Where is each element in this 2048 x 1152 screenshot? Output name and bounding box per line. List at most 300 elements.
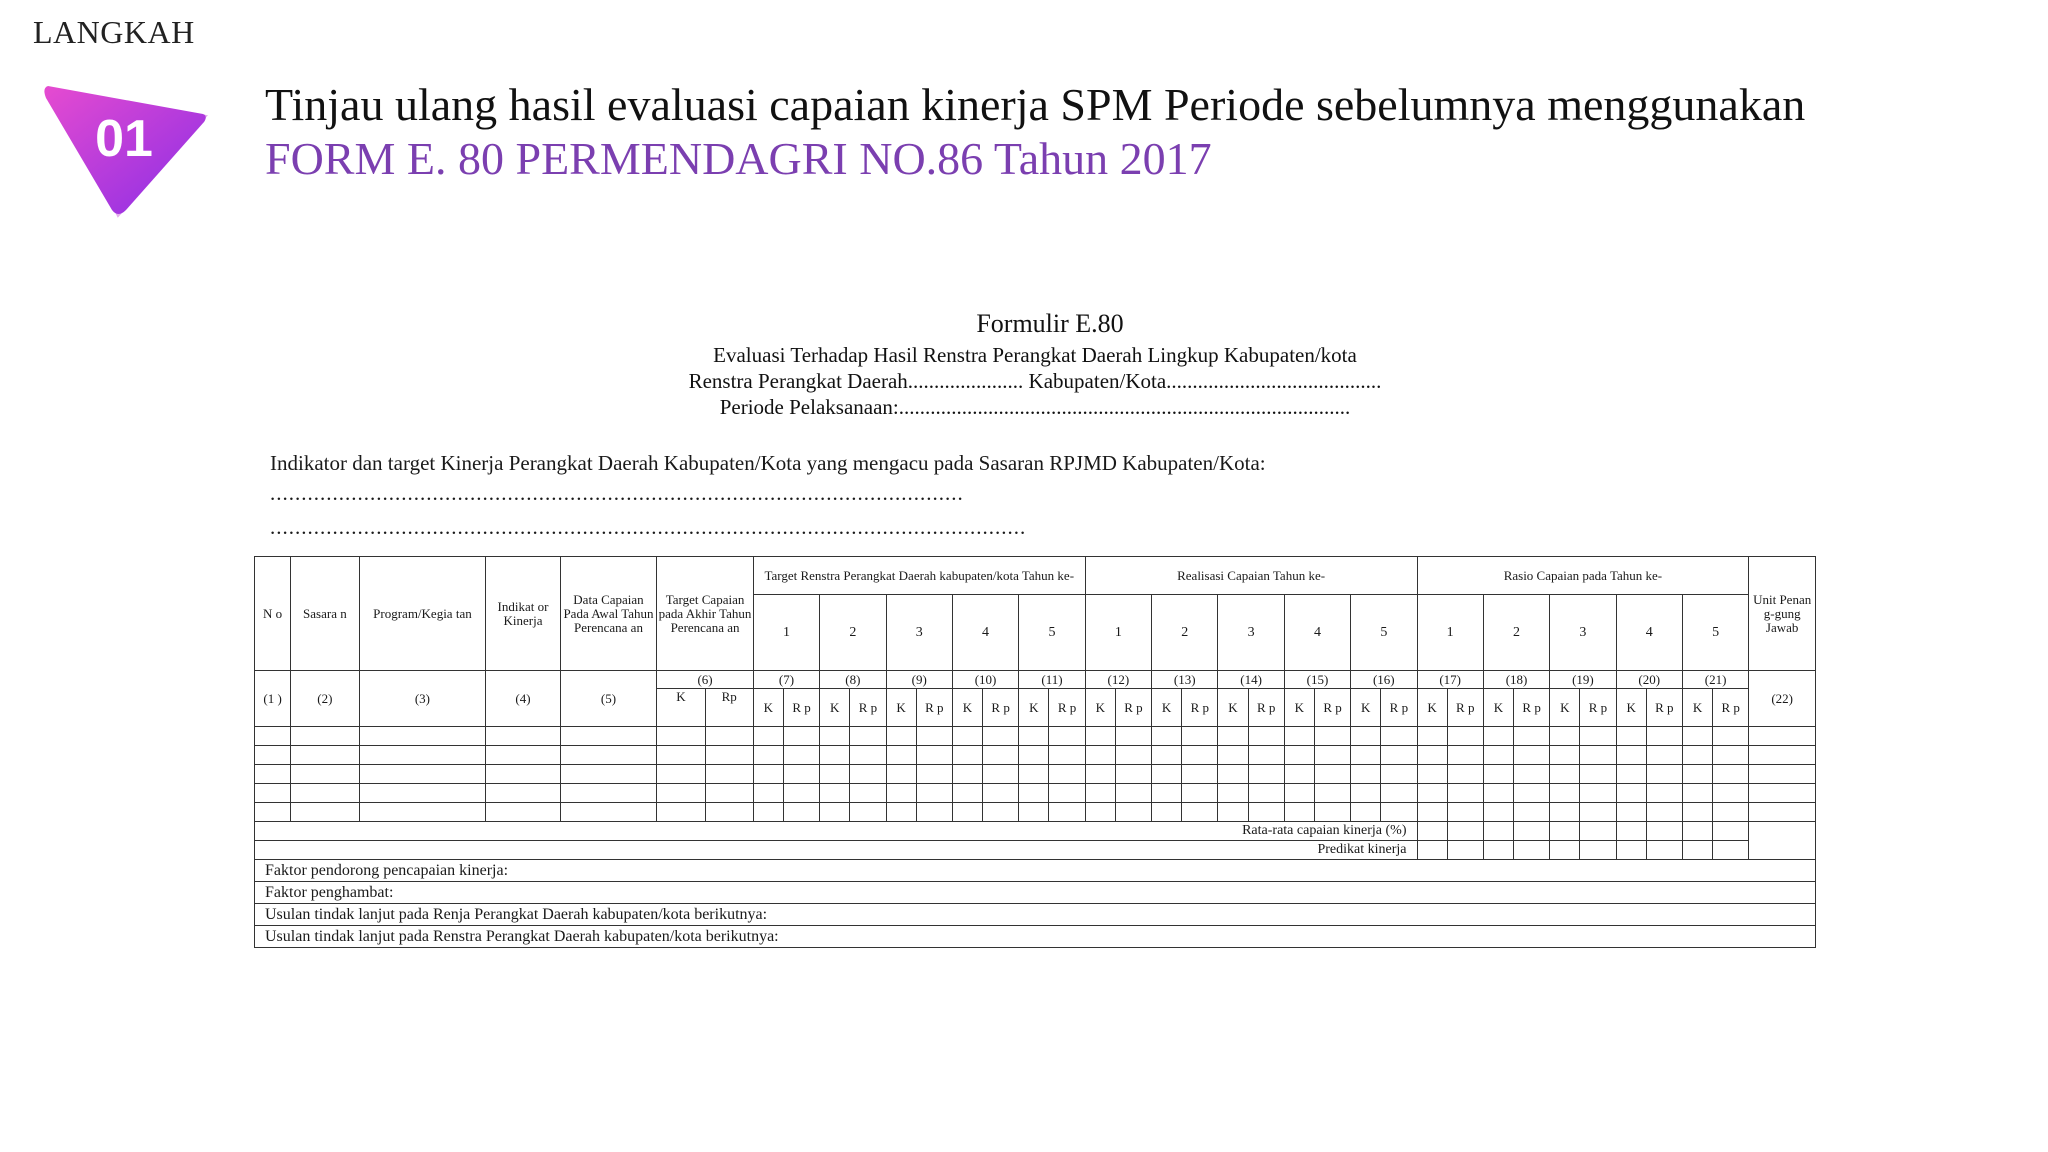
- table-cell: [291, 765, 359, 784]
- table-cell: [1646, 727, 1682, 746]
- year-header: 3: [1550, 595, 1616, 671]
- table-cell: [952, 727, 982, 746]
- table-cell: [1616, 765, 1646, 784]
- table-cell: [1152, 746, 1182, 765]
- table-cell: [291, 746, 359, 765]
- rp-label: R p: [1049, 689, 1085, 727]
- k-label: K: [657, 689, 705, 727]
- empty-cell: [1682, 822, 1712, 841]
- table-cell: [1381, 765, 1417, 784]
- table-cell: [1417, 784, 1447, 803]
- col-num: (3): [359, 671, 486, 727]
- table-cell: [359, 803, 486, 822]
- dotted-line-1: ...............................................................................................................: [270, 481, 964, 505]
- col-num: (20): [1616, 671, 1682, 689]
- col-num: (9): [886, 671, 952, 689]
- table-cell: [1749, 746, 1816, 765]
- table-cell: [753, 727, 783, 746]
- step-badge-icon: [38, 54, 228, 224]
- table-cell: [1314, 727, 1350, 746]
- table-cell: [1713, 765, 1749, 784]
- rata-rata-label: Rata-rata capaian kinerja (%): [255, 822, 1418, 841]
- table-cell: [1351, 784, 1381, 803]
- table-cell: [657, 803, 705, 822]
- form-renstra-line: Renstra Perangkat Daerah...................... Kabupaten/Kota.........................................: [688, 369, 1382, 393]
- table-cell: [1019, 784, 1049, 803]
- empty-cell: [1483, 822, 1513, 841]
- table-cell: [983, 803, 1019, 822]
- empty-cell: [1749, 822, 1816, 860]
- table-cell: [1447, 784, 1483, 803]
- table-cell: [1085, 727, 1115, 746]
- table-cell: [657, 765, 705, 784]
- rp-label: R p: [850, 689, 886, 727]
- rp-label: R p: [1447, 689, 1483, 727]
- table-cell: [1682, 803, 1712, 822]
- table-cell: [1314, 746, 1350, 765]
- col-num: (8): [820, 671, 886, 689]
- table-cell: [820, 803, 850, 822]
- table-cell: [1417, 727, 1447, 746]
- table-cell: [255, 765, 291, 784]
- table-cell: [1550, 784, 1580, 803]
- table-cell: [783, 746, 819, 765]
- table-cell: [560, 765, 657, 784]
- form-e80: [254, 306, 1816, 948]
- table-cell: [1646, 803, 1682, 822]
- table-cell: [1019, 803, 1049, 822]
- step-number: 01: [95, 110, 153, 168]
- col-num: (19): [1550, 671, 1616, 689]
- indikator-text: Indikator dan target Kinerja Perangkat Daerah Kabupaten/Kota yang mengacu pada Sasaran RPJMD Kabupaten/Kota:: [270, 451, 1266, 475]
- table-cell: [486, 784, 560, 803]
- form-title: Formulir E.80: [976, 309, 1124, 338]
- table-cell: [359, 746, 486, 765]
- table-cell: [1682, 784, 1712, 803]
- table-cell: [1049, 765, 1085, 784]
- table-row: [255, 803, 1816, 822]
- empty-cell: [1417, 841, 1447, 860]
- predikat-label: Predikat kinerja: [255, 841, 1418, 860]
- empty-cell: [1616, 822, 1646, 841]
- empty-cell: [1447, 822, 1483, 841]
- table-cell: [1381, 803, 1417, 822]
- table-cell: [1682, 746, 1712, 765]
- table-cell: [1447, 765, 1483, 784]
- table-cell: [1284, 784, 1314, 803]
- table-cell: [1514, 784, 1550, 803]
- table-cell: [486, 765, 560, 784]
- table-cell: [657, 727, 705, 746]
- table-cell: [1550, 765, 1580, 784]
- table-cell: [1713, 803, 1749, 822]
- table-row: [255, 746, 1816, 765]
- table-cell: [886, 803, 916, 822]
- k-label: K: [1351, 689, 1381, 727]
- table-cell: [850, 746, 886, 765]
- year-header: 4: [952, 595, 1018, 671]
- table-cell: [560, 727, 657, 746]
- table-cell: [1351, 746, 1381, 765]
- empty-cell: [1646, 841, 1682, 860]
- col-num: (5): [560, 671, 657, 727]
- table-cell: [1248, 727, 1284, 746]
- table-cell: [1248, 803, 1284, 822]
- table-cell: [1218, 765, 1248, 784]
- k-label: K: [1019, 689, 1049, 727]
- table-cell: [1085, 803, 1115, 822]
- col-num: (13): [1152, 671, 1218, 689]
- empty-cell: [1682, 841, 1712, 860]
- table-cell: [1284, 746, 1314, 765]
- table-cell: [1447, 803, 1483, 822]
- table-cell: [1616, 727, 1646, 746]
- table-cell: [705, 803, 753, 822]
- form-header: [254, 306, 1816, 420]
- form-subtitle: Evaluasi Terhadap Hasil Renstra Perangkat Daerah Lingkup Kabupaten/kota: [713, 343, 1357, 367]
- table-cell: [657, 784, 705, 803]
- table-cell: [1616, 803, 1646, 822]
- header-indikator: Indikat or Kinerja: [486, 557, 560, 671]
- table-cell: [783, 727, 819, 746]
- table-cell: [291, 784, 359, 803]
- year-header: 3: [886, 595, 952, 671]
- year-header: 4: [1616, 595, 1682, 671]
- table-cell: [255, 784, 291, 803]
- col-num: (11): [1019, 671, 1085, 689]
- empty-cell: [1550, 841, 1580, 860]
- table-cell: [1218, 727, 1248, 746]
- table-cell: [1049, 746, 1085, 765]
- table-cell: [1182, 803, 1218, 822]
- table-cell: [1580, 765, 1616, 784]
- table-cell: [753, 765, 783, 784]
- empty-cell: [1580, 841, 1616, 860]
- table-cell: [983, 746, 1019, 765]
- table-cell: [1049, 727, 1085, 746]
- table-cell: [850, 784, 886, 803]
- table-cell: [983, 784, 1019, 803]
- table-cell: [1182, 727, 1218, 746]
- table-cell: [916, 765, 952, 784]
- k-label: K: [1284, 689, 1314, 727]
- table-cell: [1550, 727, 1580, 746]
- k-label: K: [1483, 689, 1513, 727]
- year-header: 2: [820, 595, 886, 671]
- table-cell: [359, 727, 486, 746]
- table-cell: [657, 746, 705, 765]
- header-no: N o: [255, 557, 291, 671]
- table-cell: [916, 784, 952, 803]
- table-cell: [1351, 803, 1381, 822]
- rp-label: R p: [1115, 689, 1151, 727]
- table-cell: [1115, 803, 1151, 822]
- table-cell: [560, 803, 657, 822]
- table-cell: [952, 784, 982, 803]
- table-cell: [1049, 803, 1085, 822]
- rp-label: R p: [1182, 689, 1218, 727]
- rp-label: R p: [1713, 689, 1749, 727]
- header-target-renstra: Target Renstra Perangkat Daerah kabupaten/kota Tahun ke-: [753, 557, 1085, 595]
- table-cell: [1284, 765, 1314, 784]
- dotted-line-2: .........................................................................................................................: [270, 515, 1027, 539]
- table-cell: [705, 765, 753, 784]
- table-cell: [783, 803, 819, 822]
- header-sasaran: Sasara n: [291, 557, 359, 671]
- year-header: 1: [753, 595, 819, 671]
- table-cell: [1314, 765, 1350, 784]
- table-cell: [1749, 727, 1816, 746]
- table-cell: [1115, 765, 1151, 784]
- empty-cell: [1580, 822, 1616, 841]
- year-header: 3: [1218, 595, 1284, 671]
- k-label: K: [1550, 689, 1580, 727]
- table-cell: [1248, 746, 1284, 765]
- table-cell: [1351, 765, 1381, 784]
- col-num: (2): [291, 671, 359, 727]
- empty-cell: [1550, 822, 1580, 841]
- table-cell: [1749, 803, 1816, 822]
- table-cell: [1218, 784, 1248, 803]
- table-cell: [952, 746, 982, 765]
- faktor-pendorong: Faktor pendorong pencapaian kinerja:: [255, 860, 1816, 882]
- col-num: (7): [753, 671, 819, 689]
- page-title: [265, 78, 1805, 186]
- table-cell: [1682, 727, 1712, 746]
- usulan-renja: Usulan tindak lanjut pada Renja Perangkat Daerah kabupaten/kota berikutnya:: [255, 904, 1816, 926]
- rp-label: R p: [1248, 689, 1284, 727]
- table-cell: [291, 727, 359, 746]
- k-label: K: [1085, 689, 1115, 727]
- table-cell: [291, 803, 359, 822]
- k-label: K: [886, 689, 916, 727]
- table-cell: [705, 727, 753, 746]
- rp-label: R p: [1646, 689, 1682, 727]
- table-cell: [255, 727, 291, 746]
- empty-cell: [1646, 822, 1682, 841]
- col-num: (21): [1682, 671, 1748, 689]
- year-header: 5: [1351, 595, 1417, 671]
- col-num: (16): [1351, 671, 1417, 689]
- k-label: K: [1682, 689, 1712, 727]
- table-cell: [1514, 727, 1550, 746]
- table-cell: [1483, 784, 1513, 803]
- year-header: 5: [1682, 595, 1748, 671]
- rp-label: R p: [983, 689, 1019, 727]
- empty-cell: [1447, 841, 1483, 860]
- table-cell: [753, 746, 783, 765]
- col-num: (17): [1417, 671, 1483, 689]
- table-cell: [1514, 746, 1550, 765]
- year-header: 4: [1284, 595, 1350, 671]
- table-cell: [1514, 765, 1550, 784]
- table-cell: [886, 784, 916, 803]
- k-label: K: [1417, 689, 1447, 727]
- table-cell: [850, 727, 886, 746]
- table-cell: [1019, 727, 1049, 746]
- table-cell: [1580, 784, 1616, 803]
- year-header: 2: [1483, 595, 1549, 671]
- col-num: (18): [1483, 671, 1549, 689]
- table-cell: [1019, 746, 1049, 765]
- col-num: (4): [486, 671, 560, 727]
- title-line-2: FORM E. 80 PERMENDAGRI NO.86 Tahun 2017: [265, 133, 1212, 184]
- table-cell: [1646, 784, 1682, 803]
- k-label: K: [952, 689, 982, 727]
- table-cell: [820, 727, 850, 746]
- header-rasio: Rasio Capaian pada Tahun ke-: [1417, 557, 1749, 595]
- table-cell: [952, 765, 982, 784]
- table-cell: [359, 784, 486, 803]
- table-cell: [916, 803, 952, 822]
- rp-label: R p: [1580, 689, 1616, 727]
- table-cell: [886, 746, 916, 765]
- table-cell: [783, 765, 819, 784]
- table-cell: [1381, 784, 1417, 803]
- rp-label: R p: [1381, 689, 1417, 727]
- col-num: (1 ): [255, 671, 291, 727]
- table-cell: [1152, 765, 1182, 784]
- rp-label: R p: [783, 689, 819, 727]
- empty-cell: [1713, 841, 1749, 860]
- col-num: (14): [1218, 671, 1284, 689]
- table-cell: [1152, 803, 1182, 822]
- empty-cell: [1483, 841, 1513, 860]
- table-cell: [1417, 746, 1447, 765]
- table-cell: [1483, 765, 1513, 784]
- table-cell: [820, 784, 850, 803]
- table-cell: [1580, 727, 1616, 746]
- k-label: K: [820, 689, 850, 727]
- table-cell: [705, 784, 753, 803]
- table-cell: [1646, 765, 1682, 784]
- table-cell: [1115, 727, 1151, 746]
- table-cell: [1085, 784, 1115, 803]
- table-cell: [486, 803, 560, 822]
- table-cell: [1447, 727, 1483, 746]
- table-cell: [1248, 784, 1284, 803]
- table-cell: [1314, 784, 1350, 803]
- table-cell: [783, 784, 819, 803]
- table-cell: [1447, 746, 1483, 765]
- table-cell: [1713, 746, 1749, 765]
- year-header: 1: [1085, 595, 1151, 671]
- table-cell: [1182, 765, 1218, 784]
- year-header: 2: [1152, 595, 1218, 671]
- table-cell: [705, 746, 753, 765]
- table-cell: [886, 765, 916, 784]
- k-label: K: [1218, 689, 1248, 727]
- table-cell: [560, 784, 657, 803]
- table-cell: [1049, 784, 1085, 803]
- empty-cell: [1417, 822, 1447, 841]
- table-cell: [1115, 746, 1151, 765]
- table-cell: [1284, 727, 1314, 746]
- table-cell: [1713, 784, 1749, 803]
- table-cell: [1218, 746, 1248, 765]
- table-cell: [1616, 784, 1646, 803]
- table-cell: [1580, 803, 1616, 822]
- table-cell: [820, 765, 850, 784]
- blank-rows: [255, 727, 1816, 822]
- table-cell: [1514, 803, 1550, 822]
- table-cell: [850, 765, 886, 784]
- rp-label: R p: [1514, 689, 1550, 727]
- table-cell: [359, 765, 486, 784]
- col-num: (6): [657, 671, 754, 689]
- rp-label: R p: [1314, 689, 1350, 727]
- table-cell: [1182, 746, 1218, 765]
- rp-label: R p: [916, 689, 952, 727]
- usulan-renstra: Usulan tindak lanjut pada Renstra Perangkat Daerah kabupaten/kota berikutnya:: [255, 926, 1816, 948]
- table-cell: [1483, 727, 1513, 746]
- evaluation-table: [254, 556, 1816, 948]
- empty-cell: [1514, 822, 1550, 841]
- year-header: 1: [1417, 595, 1483, 671]
- table-cell: [1085, 765, 1115, 784]
- form-periode-line: Periode Pelaksanaan:......................................................................................: [719, 395, 1351, 419]
- table-cell: [1152, 727, 1182, 746]
- table-cell: [1115, 784, 1151, 803]
- langkah-label: LANGKAH: [33, 14, 195, 50]
- table-cell: [1550, 803, 1580, 822]
- table-cell: [1580, 746, 1616, 765]
- table-cell: [1417, 765, 1447, 784]
- faktor-penghambat: Faktor penghambat:: [255, 882, 1816, 904]
- table-cell: [1314, 803, 1350, 822]
- col-num: (12): [1085, 671, 1151, 689]
- table-cell: [1483, 746, 1513, 765]
- header-unit: Unit Penan g-gung Jawab: [1749, 557, 1816, 671]
- table-cell: [1019, 765, 1049, 784]
- col-num: (15): [1284, 671, 1350, 689]
- header-realisasi: Realisasi Capaian Tahun ke-: [1085, 557, 1417, 595]
- rp-label: Rp: [705, 689, 753, 727]
- table-cell: [1351, 727, 1381, 746]
- table-cell: [850, 803, 886, 822]
- table-row: [255, 765, 1816, 784]
- table-cell: [1616, 746, 1646, 765]
- table-cell: [1218, 803, 1248, 822]
- table-cell: [560, 746, 657, 765]
- k-label: K: [1152, 689, 1182, 727]
- table-cell: [1713, 727, 1749, 746]
- table-cell: [1417, 803, 1447, 822]
- year-header: 5: [1019, 595, 1085, 671]
- table-cell: [1152, 784, 1182, 803]
- empty-cell: [1616, 841, 1646, 860]
- table-cell: [1749, 784, 1816, 803]
- table-cell: [1381, 727, 1417, 746]
- table-cell: [1682, 765, 1712, 784]
- header-program: Program/Kegia tan: [359, 557, 486, 671]
- table-cell: [1182, 784, 1218, 803]
- table-cell: [255, 746, 291, 765]
- table-cell: [753, 784, 783, 803]
- col-num: (22): [1749, 671, 1816, 727]
- table-cell: [255, 803, 291, 822]
- table-cell: [486, 727, 560, 746]
- table-cell: [1550, 746, 1580, 765]
- table-cell: [753, 803, 783, 822]
- table-row: [255, 784, 1816, 803]
- table-cell: [916, 746, 952, 765]
- k-label: K: [753, 689, 783, 727]
- table-cell: [916, 727, 952, 746]
- col-num: (10): [952, 671, 1018, 689]
- empty-cell: [1514, 841, 1550, 860]
- table-cell: [1284, 803, 1314, 822]
